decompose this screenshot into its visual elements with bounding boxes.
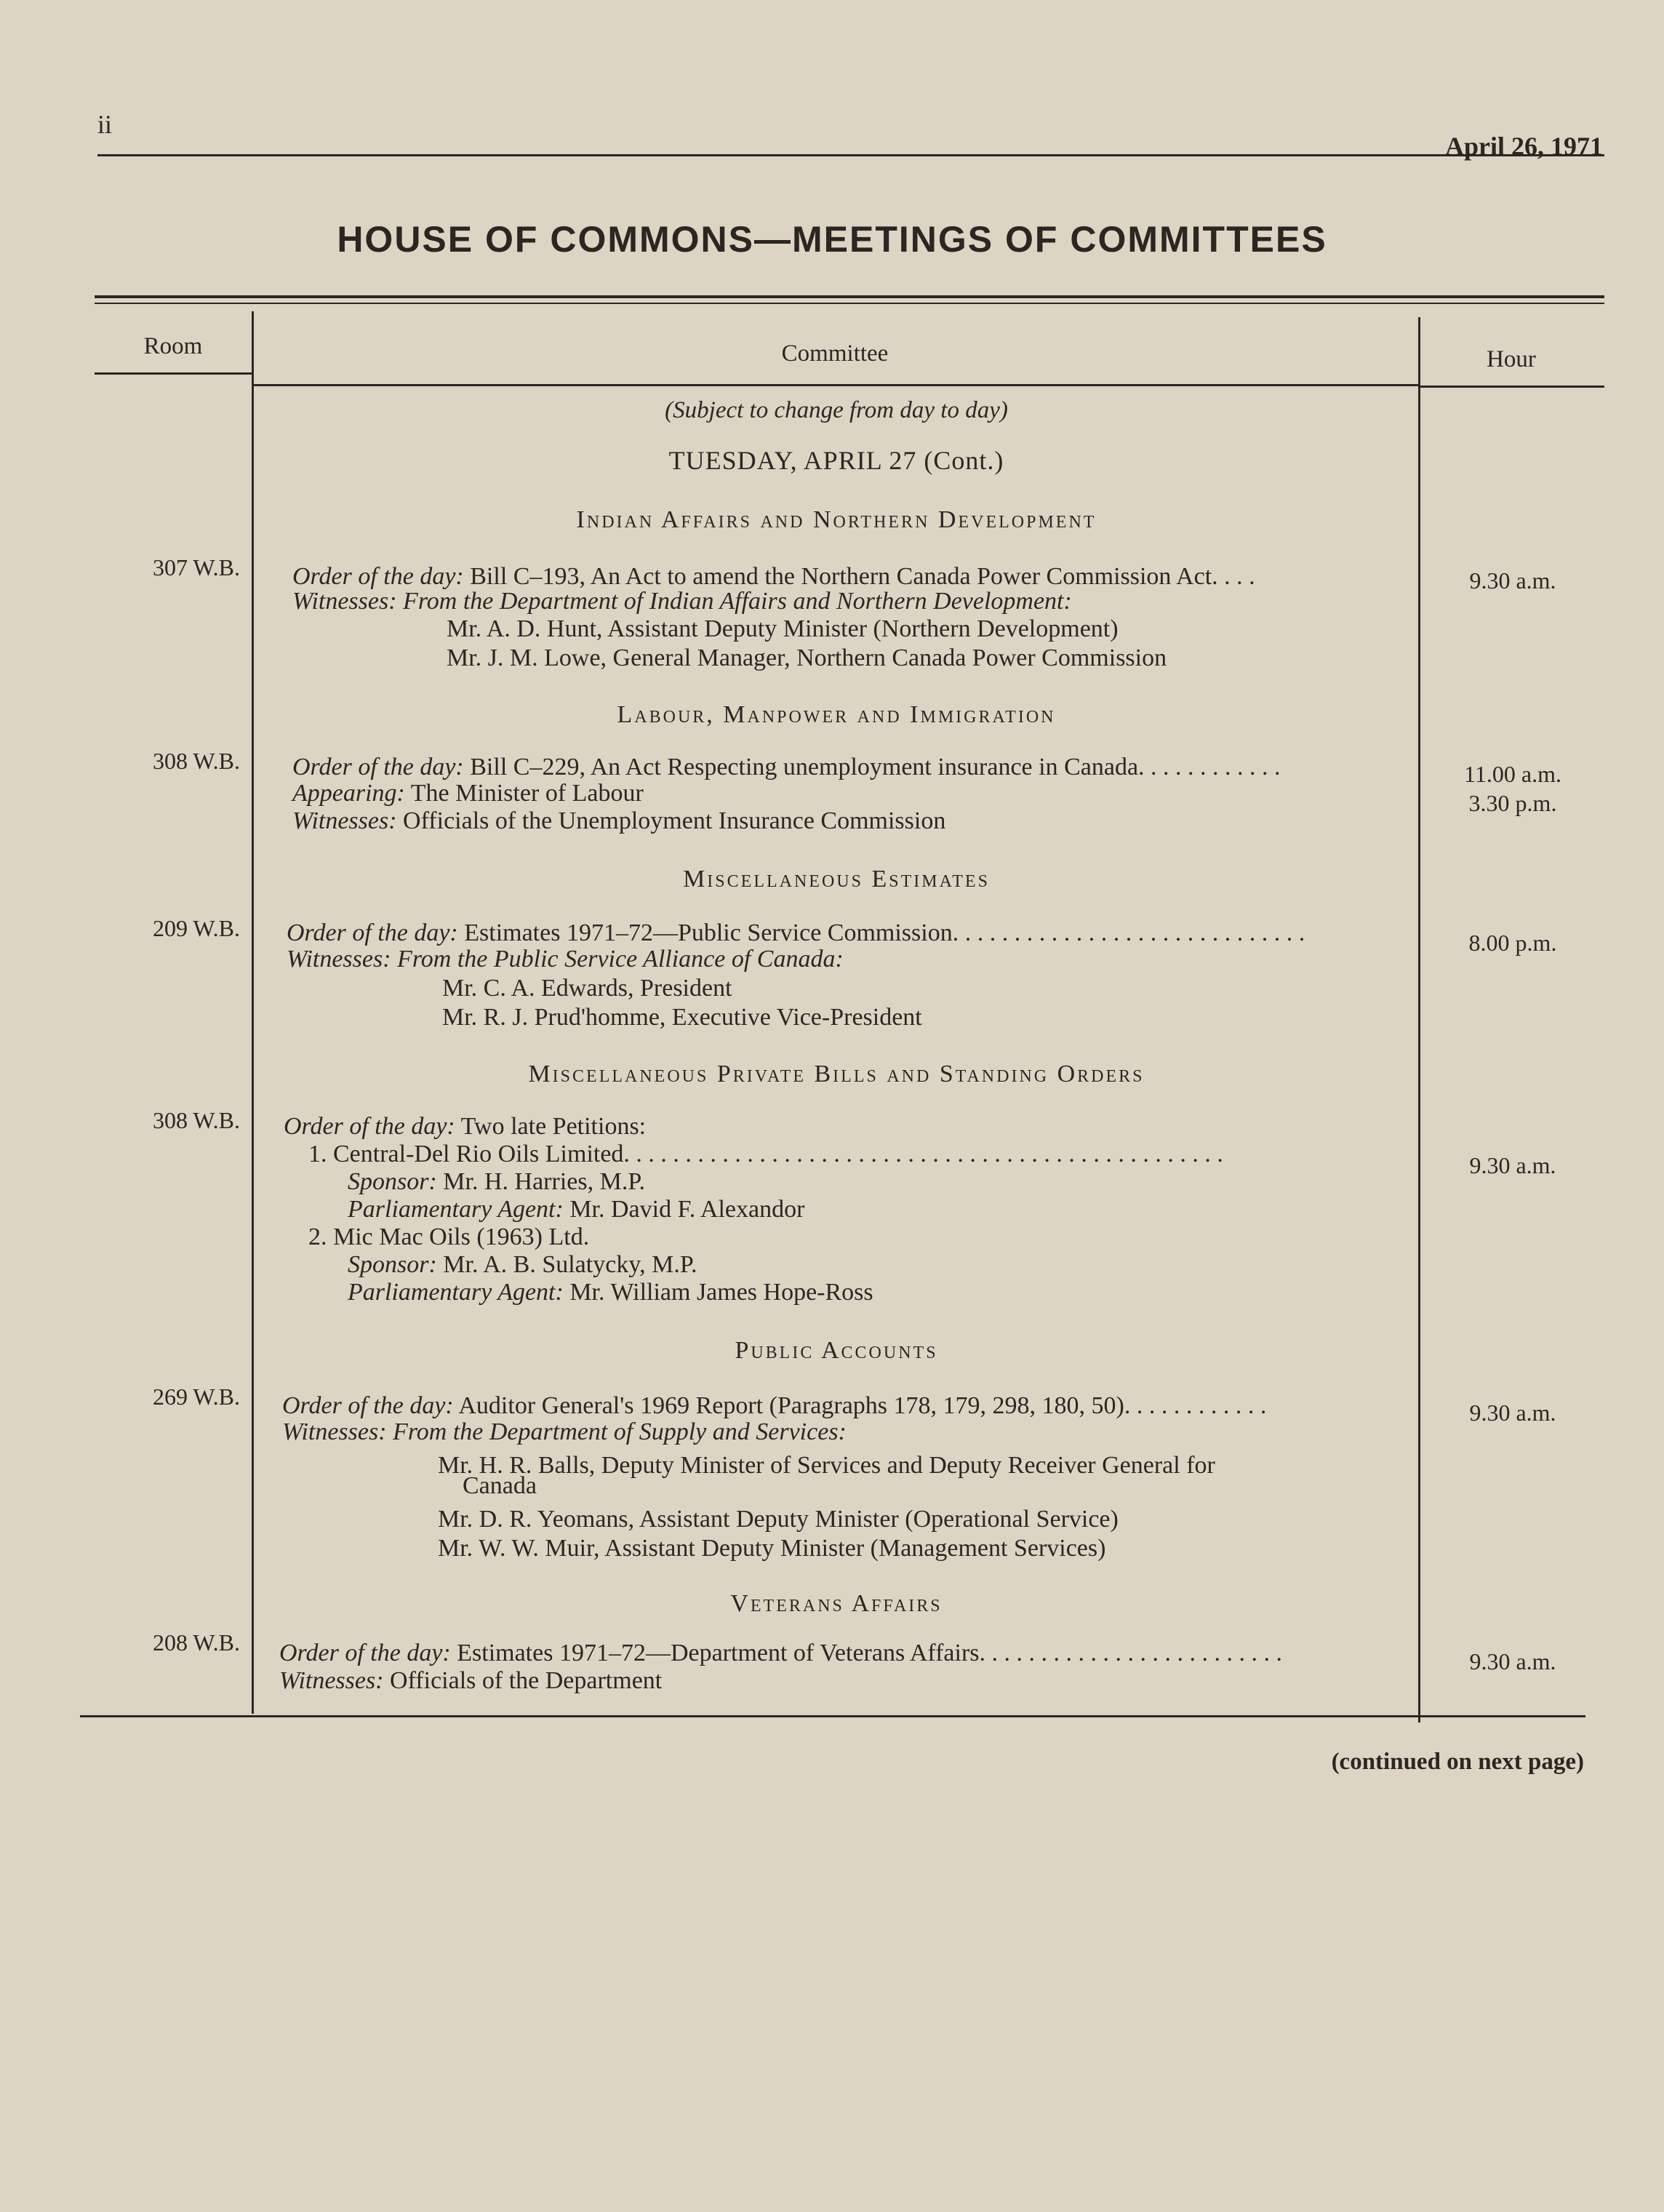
room-number: 308 W.B. — [152, 748, 240, 774]
table-divider-right — [1418, 317, 1420, 1722]
text: Mr. William James Hope-Ross — [563, 1279, 873, 1306]
room-number: 269 W.B. — [152, 1384, 240, 1410]
room-number: 307 W.B. — [152, 554, 240, 580]
text: Estimates 1971–72—Department of Veterans Affairs. . . . . . . . . . . . . . . . . . . . . . . . . — [450, 1640, 1282, 1666]
label: Witnesses: — [287, 946, 391, 973]
witness-line: Mr. H. R. Balls, Deputy Minister of Services and Deputy Receiver General for — [438, 1452, 1215, 1479]
page-date: April 26, 1971 — [1444, 132, 1603, 161]
order-of-day-line — [292, 754, 1281, 781]
column-header-committee: Committee — [781, 340, 889, 367]
label: Appearing: — [292, 780, 405, 807]
room-number: 208 W.B. — [152, 1629, 240, 1656]
section-heading-misc-estimates: Miscellaneous Estimates — [683, 866, 990, 893]
continued-note: (continued on next page) — [1331, 1749, 1584, 1775]
section-heading-labour: Labour, Manpower and Immigration — [617, 701, 1056, 728]
table-bottom-rule — [80, 1715, 1585, 1717]
label: Order of the day: — [287, 919, 458, 946]
agent-line — [348, 1279, 873, 1306]
label: Order of the day: — [279, 1640, 451, 1666]
witnesses-line — [287, 946, 844, 973]
text: Mr. David F. Alexandor — [563, 1196, 805, 1223]
text: From the Department of Supply and Services: — [386, 1418, 847, 1445]
witness-line: Mr. D. R. Yeomans, Assistant Deputy Minister (Operational Service) — [438, 1506, 1119, 1533]
label: Parliamentary Agent: — [348, 1196, 564, 1223]
page-folio: ii — [97, 110, 113, 139]
text: Mr. A. B. Sulatycky, M.P. — [436, 1251, 697, 1278]
text: From the Department of Indian Affairs and Northern Development: — [396, 588, 1072, 615]
text: From the Public Service Alliance of Canada: — [391, 946, 844, 973]
label: Order of the day: — [292, 754, 464, 780]
witness-line: Mr. J. M. Lowe, General Manager, Northern Canada Power Commission — [447, 644, 1167, 671]
witnesses-line — [292, 588, 1072, 615]
text: Estimates 1971–72—Public Service Commission. . . . . . . . . . . . . . . . . . . . . . . . . . . . . — [457, 919, 1305, 946]
witness-line: Mr. W. W. Muir, Assistant Deputy Minister (Management Services) — [438, 1535, 1106, 1562]
label: Witnesses: — [282, 1418, 387, 1445]
witnesses-line — [292, 807, 945, 835]
order-of-day-line — [284, 1113, 646, 1141]
text: Mr. H. Harries, M.P. — [436, 1168, 645, 1195]
meeting-hour: 9.30 a.m. — [1469, 567, 1556, 594]
meeting-hour: 11.00 a.m. — [1464, 761, 1561, 787]
witnesses-line — [279, 1667, 662, 1695]
label: Order of the day: — [292, 563, 464, 590]
day-heading: TUESDAY, APRIL 27 (Cont.) — [668, 446, 1004, 475]
label: Order of the day: — [282, 1392, 454, 1419]
label: Parliamentary Agent: — [348, 1279, 564, 1306]
order-of-day-line — [287, 919, 1305, 947]
label: Witnesses: — [292, 807, 397, 834]
text: Two late Petitions: — [455, 1113, 647, 1140]
label: Witnesses: — [279, 1667, 384, 1694]
petition-line: 1. Central-Del Rio Oils Limited. . . . . . . . . . . . . . . . . . . . . . . . . . . . . . . . . . . . . . . . . . . . . . . . . — [308, 1141, 1223, 1167]
room-header-rule — [95, 372, 252, 375]
witness-line: Mr. C. A. Edwards, President — [442, 975, 732, 1002]
label: Sponsor: — [348, 1168, 437, 1195]
witnesses-line — [282, 1418, 847, 1446]
agent-line — [348, 1196, 804, 1223]
schedule-notice: (Subject to change from day to day) — [665, 397, 1008, 423]
witness-line: Mr. R. J. Prud'homme, Executive Vice-President — [442, 1004, 922, 1031]
text: Bill C–229, An Act Respecting unemployment insurance in Canada. . . . . . . . . . . . — [463, 754, 1281, 780]
petition-line: 2. Mic Mac Oils (1963) Ltd. — [308, 1223, 590, 1250]
column-header-room: Room — [143, 333, 203, 359]
section-heading-veterans-affairs: Veterans Affairs — [730, 1590, 943, 1617]
meeting-hour: 3.30 p.m. — [1468, 790, 1557, 816]
witness-line-continued: Canada — [463, 1472, 537, 1499]
section-heading-private-bills: Miscellaneous Private Bills and Standing Orders — [528, 1061, 1145, 1087]
meeting-hour: 9.30 a.m. — [1469, 1152, 1556, 1178]
section-heading-public-accounts: Public Accounts — [735, 1337, 938, 1364]
witness-line: Mr. A. D. Hunt, Assistant Deputy Minister (Northern Development) — [447, 615, 1119, 642]
text: Officials of the Unemployment Insurance Commission — [396, 807, 946, 834]
order-of-day-line — [279, 1640, 1282, 1667]
header-rule — [97, 154, 1604, 156]
column-header-hour: Hour — [1487, 346, 1536, 372]
meeting-hour: 8.00 p.m. — [1468, 930, 1557, 956]
order-of-day-line — [282, 1392, 1266, 1420]
text: Officials of the Department — [383, 1667, 663, 1694]
meeting-hour: 9.30 a.m. — [1469, 1400, 1556, 1426]
room-number: 308 W.B. — [152, 1107, 240, 1133]
meeting-hour: 9.30 a.m. — [1469, 1648, 1556, 1674]
section-heading-indian-affairs: Indian Affairs and Northern Development — [576, 506, 1097, 533]
table-divider-left — [252, 311, 254, 1714]
label: Order of the day: — [284, 1113, 455, 1140]
appearing-line — [292, 780, 644, 807]
committee-header-rule — [252, 384, 1418, 386]
text: Bill C–193, An Act to amend the Northern Canada Power Commission Act. . . . — [463, 563, 1255, 590]
label: Sponsor: — [348, 1251, 437, 1278]
order-of-day-line — [292, 563, 1255, 591]
title-rule-thick — [95, 295, 1604, 298]
sponsor-line — [348, 1168, 645, 1196]
label: Witnesses: — [292, 588, 397, 615]
title-rule-thin — [95, 303, 1604, 304]
page-title: HOUSE OF COMMONS—MEETINGS OF COMMITTEES — [337, 219, 1327, 260]
text: The Minister of Labour — [404, 780, 644, 807]
sponsor-line — [348, 1251, 697, 1279]
text: Auditor General's 1969 Report (Paragraphs 178, 179, 298, 180, 50). . . . . . . . . . . . — [453, 1392, 1267, 1419]
hour-header-rule — [1418, 386, 1604, 388]
room-number: 209 W.B. — [152, 915, 240, 941]
